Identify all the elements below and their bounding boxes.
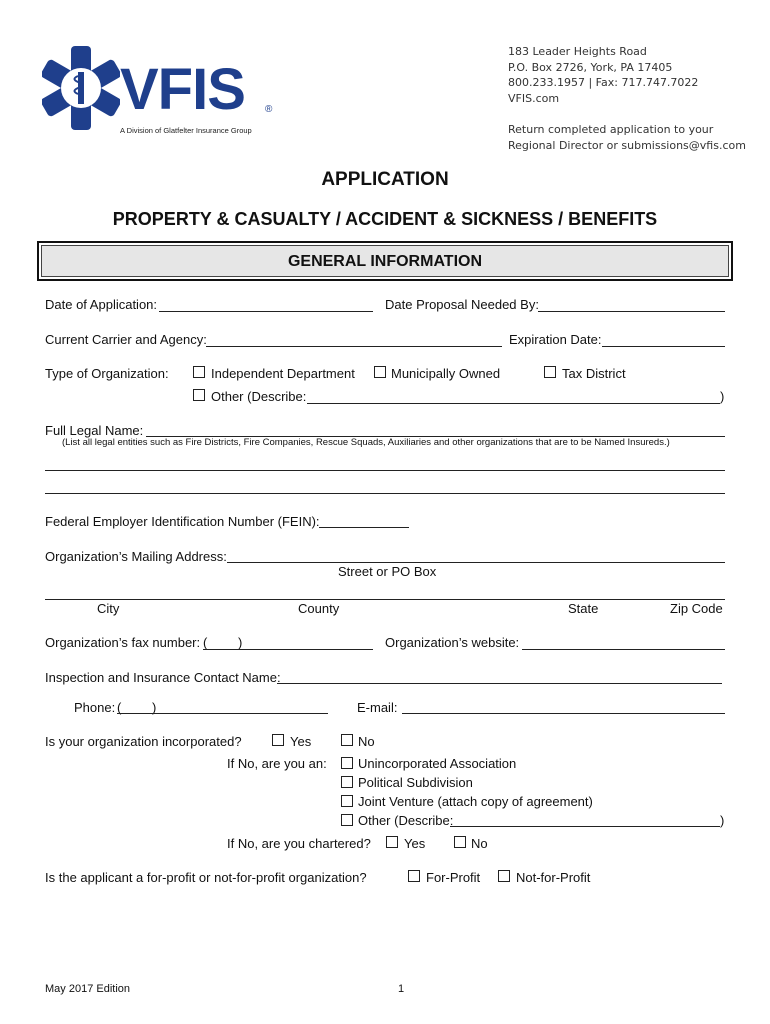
if-no-are-you-label: If No, are you an: bbox=[227, 756, 327, 771]
municipally-owned-checkbox[interactable] bbox=[374, 366, 386, 378]
vfis-star-of-life-logo bbox=[42, 44, 120, 132]
legal-name-note: (List all legal entities such as Fire Districts, Fire Companies, Rescue Squads, Auxiliaries and other organizations that are to be Named Insureds.) bbox=[62, 437, 670, 448]
chartered-yes-checkbox[interactable] bbox=[386, 836, 398, 848]
current-carrier-input[interactable] bbox=[206, 346, 502, 347]
division-tagline: A Division of Glatfelter Insurance Group bbox=[120, 126, 252, 135]
incorporated-yes-label: Yes bbox=[290, 734, 312, 749]
current-carrier-label: Current Carrier and Agency: bbox=[45, 332, 207, 347]
address-block bbox=[508, 44, 698, 106]
unincorporated-checkbox[interactable] bbox=[341, 757, 353, 769]
joint-venture-checkbox[interactable] bbox=[341, 795, 353, 807]
phone-area-close: ) bbox=[152, 700, 157, 715]
not-for-profit-label: Not-for-Profit bbox=[516, 870, 591, 885]
address-line: VFIS.com bbox=[508, 91, 560, 105]
fax-label: Organization’s fax number: bbox=[45, 635, 201, 650]
return-line: Regional Director or submissions@vfis.com bbox=[508, 138, 746, 152]
zip-caption: Zip Code bbox=[670, 601, 723, 616]
tax-district-label: Tax District bbox=[562, 366, 626, 381]
return-instructions bbox=[508, 122, 746, 153]
return-line: Return completed application to your bbox=[508, 123, 714, 136]
date-proposal-needed-input[interactable] bbox=[538, 311, 725, 312]
other-entity-close-paren: ) bbox=[720, 813, 725, 828]
phone-input[interactable] bbox=[117, 713, 328, 714]
date-of-application-label: Date of Application: bbox=[45, 297, 158, 312]
not-for-profit-checkbox[interactable] bbox=[498, 870, 510, 882]
address-line: 183 Leader Heights Road bbox=[508, 45, 647, 58]
page-title: APPLICATION bbox=[321, 169, 449, 190]
page-number: 1 bbox=[398, 983, 405, 995]
org-other-input[interactable] bbox=[307, 403, 720, 404]
joint-venture-label: Joint Venture (attach copy of agreement) bbox=[358, 794, 593, 809]
email-label: E-mail: bbox=[357, 700, 398, 715]
incorporated-yes-checkbox[interactable] bbox=[272, 734, 284, 746]
website-input[interactable] bbox=[522, 649, 725, 650]
page-subtitle: PROPERTY & CASUALTY / ACCIDENT & SICKNESS / BENEFITS bbox=[112, 209, 658, 229]
for-profit-checkbox[interactable] bbox=[408, 870, 420, 882]
address-line: P.O. Box 2726, York, PA 17405 bbox=[508, 60, 673, 74]
date-of-application-input[interactable] bbox=[159, 311, 373, 312]
other-entity-label: Other (Describe: bbox=[358, 813, 454, 828]
edition-footer: May 2017 Edition bbox=[45, 983, 130, 995]
independent-dept-checkbox[interactable] bbox=[193, 366, 205, 378]
political-subdivision-checkbox[interactable] bbox=[341, 776, 353, 788]
independent-dept-label: Independent Department bbox=[211, 366, 355, 381]
inspection-contact-label: Inspection and Insurance Contact Name: bbox=[45, 670, 281, 685]
fein-label: Federal Employer Identification Number (FEIN): bbox=[45, 514, 320, 529]
incorporated-no-checkbox[interactable] bbox=[341, 734, 353, 746]
legal-name-line-2[interactable] bbox=[45, 470, 725, 471]
profit-question: Is the applicant a for-profit or not-for-profit organization? bbox=[45, 870, 367, 885]
for-profit-label: For-Profit bbox=[426, 870, 481, 885]
other-entity-input[interactable] bbox=[450, 826, 720, 827]
mailing-address-label: Organization’s Mailing Address: bbox=[45, 549, 227, 564]
full-legal-name-label: Full Legal Name: bbox=[45, 423, 144, 438]
municipally-owned-label: Municipally Owned bbox=[391, 366, 501, 381]
phone-area-open: ( bbox=[117, 700, 122, 715]
street-caption: Street or PO Box bbox=[338, 564, 437, 579]
incorporated-question: Is your organization incorporated? bbox=[45, 734, 242, 749]
logo-wordmark: VFIS bbox=[120, 57, 245, 122]
county-caption: County bbox=[298, 601, 340, 616]
mailing-city-line-input[interactable] bbox=[45, 599, 725, 600]
fax-area-close: ) bbox=[238, 635, 243, 650]
chartered-no-checkbox[interactable] bbox=[454, 836, 466, 848]
fax-area-open: ( bbox=[203, 635, 208, 650]
inspection-contact-input[interactable] bbox=[277, 683, 722, 684]
tax-district-checkbox[interactable] bbox=[544, 366, 556, 378]
incorporated-no-label: No bbox=[358, 734, 375, 749]
state-caption: State bbox=[568, 601, 599, 616]
phone-label: Phone: bbox=[74, 700, 116, 715]
other-entity-checkbox[interactable] bbox=[341, 814, 353, 826]
expiration-date-input[interactable] bbox=[602, 346, 725, 347]
website-label: Organization’s website: bbox=[385, 635, 520, 650]
address-line: 800.233.1957 | Fax: 717.747.7022 bbox=[508, 76, 699, 89]
chartered-no-label: No bbox=[471, 836, 488, 851]
chartered-question: If No, are you chartered? bbox=[227, 836, 371, 851]
legal-name-line-3[interactable] bbox=[45, 493, 725, 494]
section-banner bbox=[37, 241, 733, 281]
political-subdivision-label: Political Subdivision bbox=[358, 775, 473, 790]
city-caption: City bbox=[97, 601, 120, 616]
date-proposal-needed-label: Date Proposal Needed By: bbox=[385, 297, 539, 312]
fax-input[interactable] bbox=[203, 649, 373, 650]
expiration-date-label: Expiration Date: bbox=[509, 332, 602, 347]
fein-input[interactable] bbox=[319, 527, 409, 528]
email-input[interactable] bbox=[402, 713, 725, 714]
org-other-close-paren: ) bbox=[720, 389, 725, 404]
mailing-street-input[interactable] bbox=[227, 562, 725, 563]
chartered-yes-label: Yes bbox=[404, 836, 426, 851]
org-other-label: Other (Describe: bbox=[211, 389, 307, 404]
section-title: GENERAL INFORMATION bbox=[287, 253, 483, 270]
unincorporated-label: Unincorporated Association bbox=[358, 756, 517, 771]
type-of-org-label: Type of Organization: bbox=[45, 366, 169, 381]
registered-mark: ® bbox=[265, 104, 273, 115]
org-other-checkbox[interactable] bbox=[193, 389, 205, 401]
